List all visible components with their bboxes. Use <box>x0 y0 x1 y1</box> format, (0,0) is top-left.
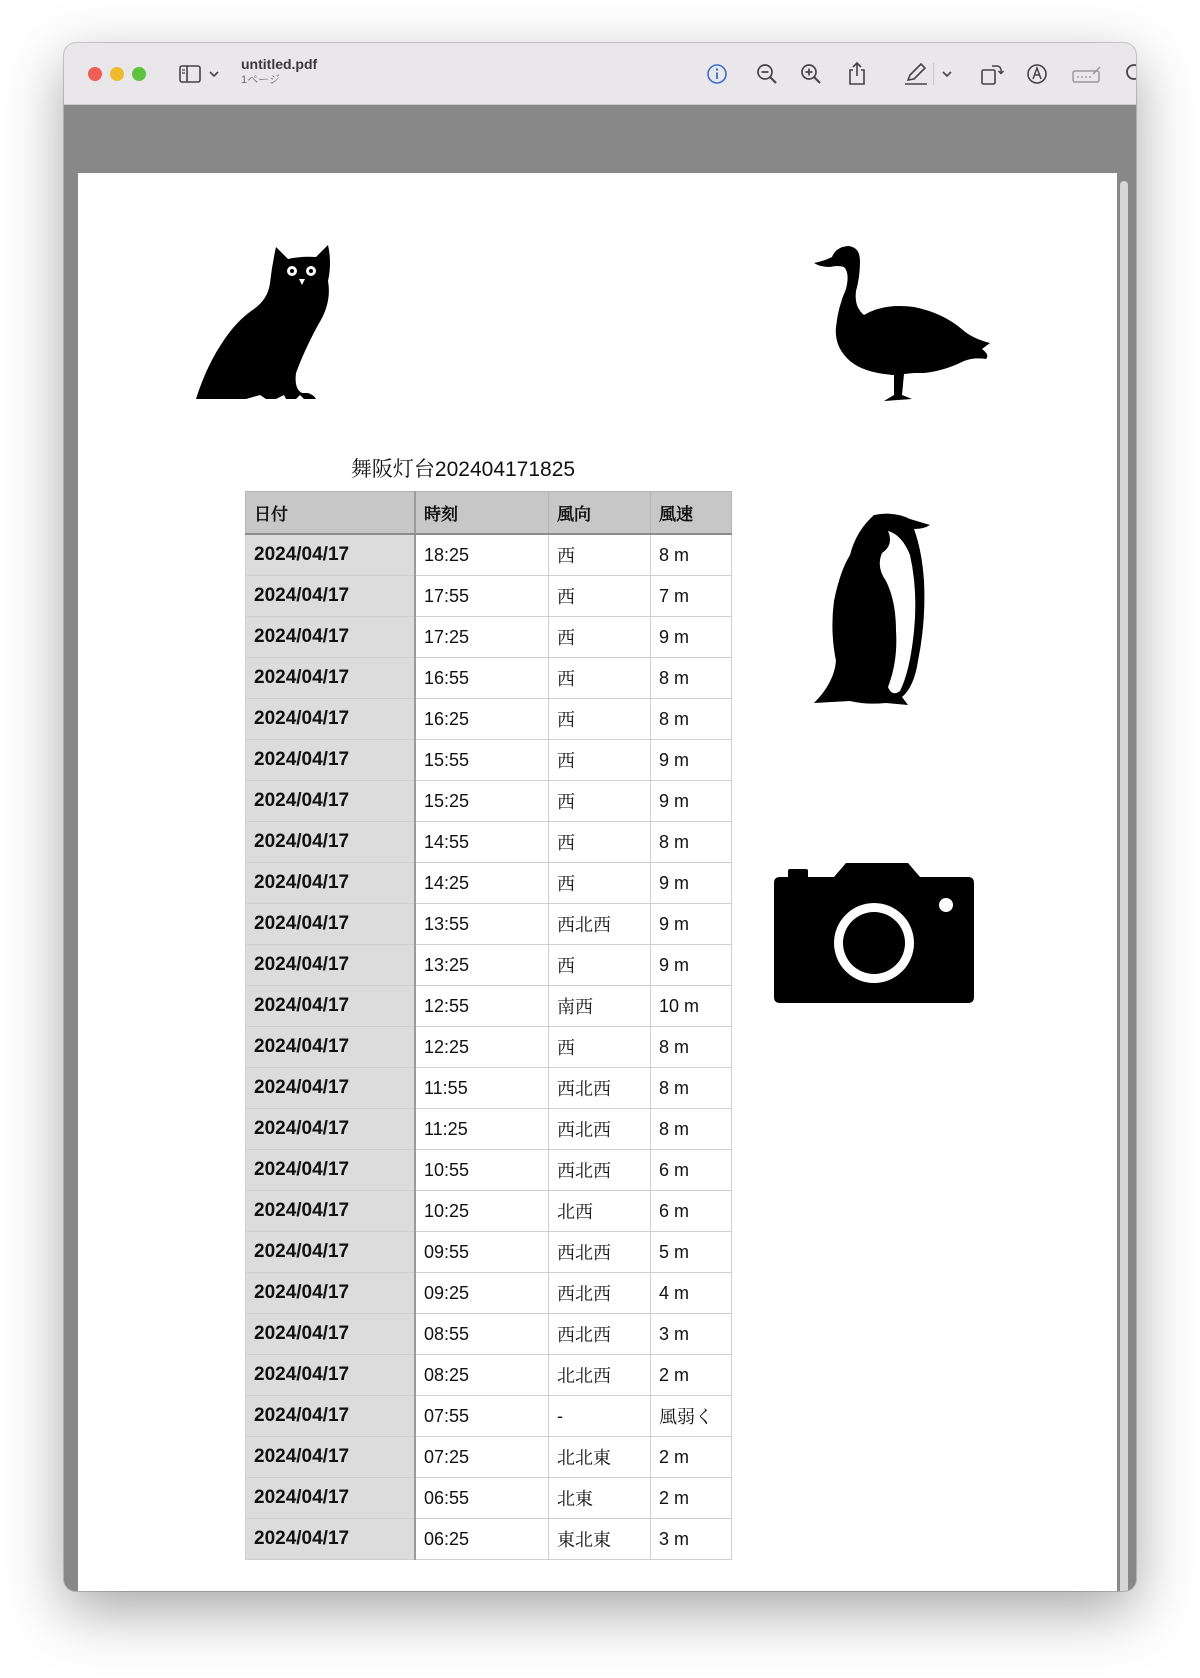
date-cell: 2024/04/17 <box>246 904 416 945</box>
table-row <box>246 822 732 863</box>
time-cell: 17:25 <box>415 617 549 658</box>
document-viewport[interactable] <box>64 105 1136 1591</box>
date-cell: 2024/04/17 <box>246 534 416 576</box>
date-cell: 2024/04/17 <box>246 1314 416 1355</box>
wind-direction-cell: 西 <box>549 740 651 781</box>
wind-speed-cell: 8 m <box>651 658 732 699</box>
search-button[interactable] <box>1124 61 1136 87</box>
date-cell: 2024/04/17 <box>246 740 416 781</box>
time-cell: 10:25 <box>415 1191 549 1232</box>
date-cell: 2024/04/17 <box>246 863 416 904</box>
search-icon <box>1124 62 1136 86</box>
date-cell: 2024/04/17 <box>246 1273 416 1314</box>
wind-speed-cell: 2 m <box>651 1478 732 1519</box>
camera-icon <box>774 861 976 1005</box>
owl-icon <box>196 243 342 403</box>
share-icon <box>845 61 869 87</box>
share-button[interactable] <box>845 61 869 87</box>
wind-direction-cell: 西北西 <box>549 904 651 945</box>
date-cell: 2024/04/17 <box>246 781 416 822</box>
table-row <box>246 534 732 576</box>
table-row <box>246 576 732 617</box>
date-cell: 2024/04/17 <box>246 1478 416 1519</box>
date-cell: 2024/04/17 <box>246 945 416 986</box>
annotate-button[interactable] <box>1025 61 1049 87</box>
zoom-out-button[interactable] <box>755 61 779 87</box>
table-row <box>246 1232 732 1273</box>
date-cell: 2024/04/17 <box>246 1519 416 1560</box>
sidebar-icon <box>178 64 222 84</box>
column-header-wind-speed: 風速 <box>651 492 732 535</box>
time-cell: 11:25 <box>415 1109 549 1150</box>
wind-direction-cell: 西北西 <box>549 1068 651 1109</box>
table-row <box>246 1273 732 1314</box>
wind-direction-cell: 西北西 <box>549 1314 651 1355</box>
annotate-icon <box>1025 62 1049 86</box>
table-row <box>246 1150 732 1191</box>
time-cell: 18:25 <box>415 534 549 576</box>
wind-speed-cell: 9 m <box>651 781 732 822</box>
table-row <box>246 1355 732 1396</box>
wind-speed-cell: 5 m <box>651 1232 732 1273</box>
time-cell: 14:25 <box>415 863 549 904</box>
wind-speed-cell: 3 m <box>651 1314 732 1355</box>
wind-speed-cell: 8 m <box>651 1109 732 1150</box>
table-row <box>246 904 732 945</box>
toolbar-separator <box>933 63 934 85</box>
column-header-time: 時刻 <box>415 492 549 535</box>
wind-direction-cell: 西 <box>549 576 651 617</box>
wind-speed-cell: 風弱く <box>651 1396 732 1437</box>
wind-direction-cell: 西 <box>549 658 651 699</box>
time-cell: 06:55 <box>415 1478 549 1519</box>
time-cell: 16:55 <box>415 658 549 699</box>
wind-direction-cell: 西 <box>549 1027 651 1068</box>
wind-direction-cell: 西北西 <box>549 1109 651 1150</box>
column-header-wind-direction: 風向 <box>549 492 651 535</box>
table-header-row <box>246 492 732 535</box>
column-header-date: 日付 <box>246 492 416 535</box>
time-cell: 17:55 <box>415 576 549 617</box>
date-cell: 2024/04/17 <box>246 699 416 740</box>
zoom-out-icon <box>755 62 779 86</box>
wind-direction-cell: 西 <box>549 822 651 863</box>
chevron-down-icon <box>940 67 954 81</box>
date-cell: 2024/04/17 <box>246 986 416 1027</box>
table-row <box>246 863 732 904</box>
zoom-window-button[interactable] <box>132 67 146 81</box>
date-cell: 2024/04/17 <box>246 1396 416 1437</box>
date-cell: 2024/04/17 <box>246 1232 416 1273</box>
wind-speed-cell: 9 m <box>651 863 732 904</box>
wind-direction-cell: 北北西 <box>549 1355 651 1396</box>
time-cell: 15:25 <box>415 781 549 822</box>
pen-icon <box>903 62 929 86</box>
info-button[interactable] <box>705 61 729 87</box>
wind-direction-cell: 西 <box>549 617 651 658</box>
table-row <box>246 945 732 986</box>
date-cell: 2024/04/17 <box>246 1027 416 1068</box>
wind-speed-cell: 9 m <box>651 740 732 781</box>
wind-direction-cell: 西北西 <box>549 1273 651 1314</box>
wind-direction-cell: 西 <box>549 945 651 986</box>
wind-speed-cell: 8 m <box>651 1068 732 1109</box>
page-count: 1ページ <box>241 74 280 86</box>
date-cell: 2024/04/17 <box>246 1355 416 1396</box>
time-cell: 12:55 <box>415 986 549 1027</box>
table-row <box>246 658 732 699</box>
table-row <box>246 699 732 740</box>
date-cell: 2024/04/17 <box>246 1150 416 1191</box>
markup-button[interactable] <box>903 61 929 87</box>
vertical-scrollbar[interactable] <box>1120 181 1128 1591</box>
table-row <box>246 740 732 781</box>
wind-direction-cell: 南西 <box>549 986 651 1027</box>
rotate-icon <box>979 62 1005 86</box>
wind-speed-cell: 10 m <box>651 986 732 1027</box>
wind-direction-cell: 西 <box>549 534 651 576</box>
wind-speed-cell: 6 m <box>651 1150 732 1191</box>
wind-speed-cell: 9 m <box>651 904 732 945</box>
time-cell: 07:25 <box>415 1437 549 1478</box>
wind-direction-cell: 西 <box>549 781 651 822</box>
table-row <box>246 1478 732 1519</box>
time-cell: 07:55 <box>415 1396 549 1437</box>
preview-window <box>64 43 1136 1591</box>
table-row <box>246 1068 732 1109</box>
table-caption: 舞阪灯台202404171825 <box>350 458 576 481</box>
minimize-window-button[interactable] <box>110 67 124 81</box>
time-cell: 06:25 <box>415 1519 549 1560</box>
date-cell: 2024/04/17 <box>246 1191 416 1232</box>
wind-direction-cell: 北東 <box>549 1478 651 1519</box>
form-fill-button[interactable] <box>1071 61 1103 87</box>
date-cell: 2024/04/17 <box>246 617 416 658</box>
wind-direction-cell: 西北西 <box>549 1150 651 1191</box>
time-cell: 08:55 <box>415 1314 549 1355</box>
rotate-button[interactable] <box>979 61 1005 87</box>
date-cell: 2024/04/17 <box>246 1437 416 1478</box>
table-row <box>246 1314 732 1355</box>
penguin-icon <box>814 511 934 707</box>
window-title: untitled.pdf <box>241 56 318 72</box>
zoom-in-icon <box>799 62 823 86</box>
wind-direction-cell: 北北東 <box>549 1437 651 1478</box>
time-cell: 11:55 <box>415 1068 549 1109</box>
wind-speed-cell: 4 m <box>651 1273 732 1314</box>
table-row <box>246 1437 732 1478</box>
table-row <box>246 1027 732 1068</box>
time-cell: 16:25 <box>415 699 549 740</box>
time-cell: 10:55 <box>415 1150 549 1191</box>
table-row <box>246 986 732 1027</box>
date-cell: 2024/04/17 <box>246 1109 416 1150</box>
sidebar-toggle-button[interactable] <box>178 61 222 87</box>
document-title <box>241 55 317 87</box>
close-window-button[interactable] <box>88 67 102 81</box>
wind-speed-cell: 8 m <box>651 699 732 740</box>
info-icon <box>705 62 729 86</box>
table-row <box>246 1109 732 1150</box>
table-body <box>246 534 732 1560</box>
wind-speed-cell: 2 m <box>651 1355 732 1396</box>
wind-speed-cell: 6 m <box>651 1191 732 1232</box>
form-icon <box>1071 62 1103 86</box>
wind-speed-cell: 2 m <box>651 1437 732 1478</box>
wind-speed-cell: 8 m <box>651 822 732 863</box>
time-cell: 15:55 <box>415 740 549 781</box>
time-cell: 12:25 <box>415 1027 549 1068</box>
wind-direction-cell: 北西 <box>549 1191 651 1232</box>
wind-speed-cell: 3 m <box>651 1519 732 1560</box>
wind-direction-cell: 西北西 <box>549 1232 651 1273</box>
date-cell: 2024/04/17 <box>246 576 416 617</box>
time-cell: 09:55 <box>415 1232 549 1273</box>
wind-data-table <box>245 491 732 1560</box>
date-cell: 2024/04/17 <box>246 658 416 699</box>
table-row <box>246 781 732 822</box>
table-row <box>246 1396 732 1437</box>
time-cell: 13:55 <box>415 904 549 945</box>
time-cell: 13:25 <box>415 945 549 986</box>
wind-speed-cell: 9 m <box>651 945 732 986</box>
time-cell: 09:25 <box>415 1273 549 1314</box>
wind-speed-cell: 8 m <box>651 1027 732 1068</box>
wind-speed-cell: 9 m <box>651 617 732 658</box>
date-cell: 2024/04/17 <box>246 1068 416 1109</box>
table-row <box>246 1519 732 1560</box>
wind-direction-cell: 東北東 <box>549 1519 651 1560</box>
time-cell: 08:25 <box>415 1355 549 1396</box>
goose-icon <box>814 243 994 405</box>
time-cell: 14:55 <box>415 822 549 863</box>
markup-menu-button[interactable] <box>940 61 954 87</box>
zoom-in-button[interactable] <box>799 61 823 87</box>
pdf-page <box>78 173 1117 1591</box>
wind-direction-cell: 西 <box>549 863 651 904</box>
date-cell: 2024/04/17 <box>246 822 416 863</box>
wind-speed-cell: 7 m <box>651 576 732 617</box>
wind-direction-cell: 西 <box>549 699 651 740</box>
wind-speed-cell: 8 m <box>651 534 732 576</box>
wind-direction-cell: - <box>549 1396 651 1437</box>
title-bar <box>64 43 1136 105</box>
table-row <box>246 617 732 658</box>
table-row <box>246 1191 732 1232</box>
